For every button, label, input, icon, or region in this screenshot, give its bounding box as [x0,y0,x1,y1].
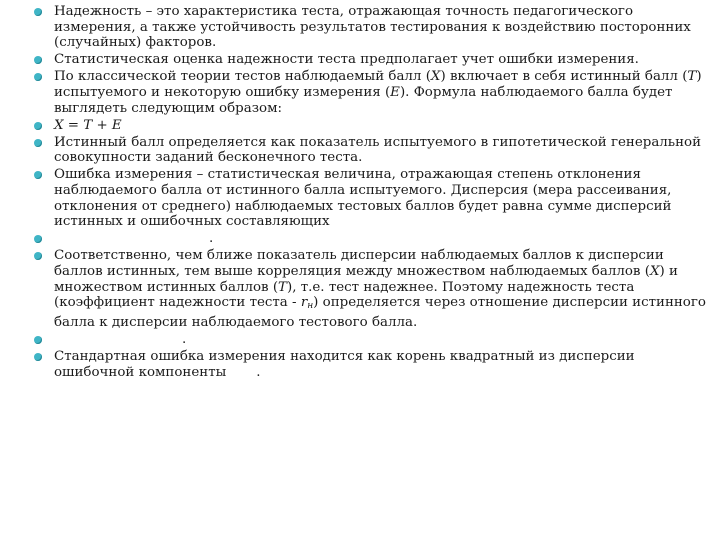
bullet-icon [34,353,42,361]
bullet-item-reliability-definition [34,4,706,51]
bullet-text-part: ) определяется через отношение дисперсии истинного балла к дисперсии наблюдаемого тестового балла. [54,295,706,330]
bullet-text: Надежность – это характеристика теста, отражающая точность педагогического измерения, а также устойчивость результатов тестирования к воздействию посторонних (случайных) факторов. [54,4,691,51]
var-e: E [390,84,400,100]
bullet-text: Ошибка измерения – статистическая величина, отражающая степень отклонения наблюдаемого балла от истинного балла испытуемого. Дисперсия (мера рассеивания, отклонения от среднего) наблюдаемых тестовых баллов будет равна сумме дисперсий истинных и ошибочных составляющих [54,167,672,230]
var-r: r [300,295,308,311]
bullet-icon [34,139,42,147]
bullet-icon [34,122,42,130]
bullet-item-measurement-error [34,167,706,229]
bullet-text-tail: . [256,364,261,380]
formula-text: X = T + E [54,117,122,133]
bullet-item-reliability-formula [34,332,706,348]
bullet-item-correlation [34,248,706,330]
bullet-icon [34,73,42,81]
bullet-icon [34,336,42,344]
bullet-text: . [182,331,187,347]
var-t: T [687,69,697,85]
bullet-icon [34,252,42,260]
bullet-icon [34,56,42,64]
bullet-text: . [209,231,214,247]
bullet-icon [34,8,42,16]
bullet-text-part: ) испытуемого и некоторую ошибку измерения ( [54,69,702,100]
bullet-item-classical-theory [34,69,706,116]
var-r-subscript: н [307,301,314,312]
bullet-text-part: ). Формула наблюдаемого балла будет выглядеть следующим образом: [54,84,673,116]
bullet-item-variance-formula [34,231,706,247]
bullet-text: Статистическая оценка надежности теста предполагает учет ошибки измерения. [54,52,639,68]
bullet-icon [34,171,42,179]
bullet-text-part: ), т.е. тест надежнее. Поэтому надежность теста (коэффициент надежности теста - [54,279,635,311]
bullet-text-part: ) и множеством истинных баллов ( [54,264,678,295]
bullet-text: Истинный балл определяется как показатель испытуемого в гипотетической генеральной совокупности заданий бесконечного теста. [54,134,702,166]
bullet-item-formula [34,118,706,134]
bullet-text-part: По классической теории тестов наблюдаемый балл ( [54,69,431,85]
bullet-item-standard-error [34,349,706,380]
var-t: T [278,279,287,295]
bullet-text-part: ) включает в себя истинный балл ( [440,69,688,85]
bullet-list [34,4,706,382]
bullet-item-true-score [34,135,706,166]
bullet-item-statistical-estimate [34,52,706,68]
var-x: X [649,264,660,279]
var-x: X [430,69,441,85]
bullet-text-part: Соответственно, чем ближе показатель дисперсии наблюдаемых баллов к дисперсии баллов истинных, тем выше корреляция между множеством наблюдаемых баллов ( [54,248,664,279]
bullet-text: Стандартная ошибка измерения находится как корень квадратный из дисперсии ошибочной компоненты [54,348,635,380]
bullet-icon [34,235,42,243]
